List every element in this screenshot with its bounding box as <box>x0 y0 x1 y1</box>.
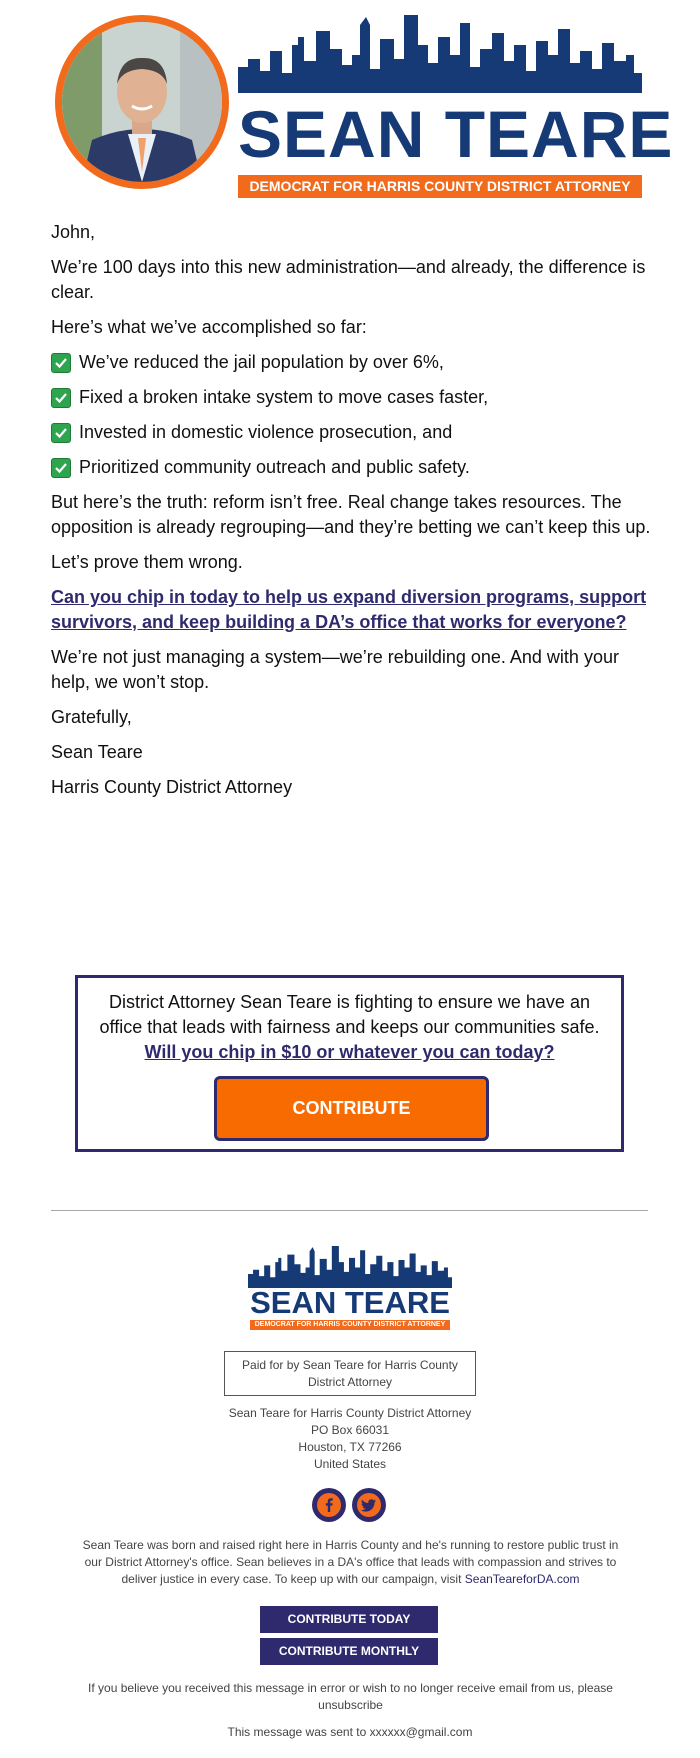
checkmark-icon <box>51 388 71 408</box>
accomplishment-item <box>51 455 651 480</box>
accomplishment-item <box>51 385 651 410</box>
contribute-button[interactable]: CONTRIBUTE <box>214 1076 489 1141</box>
contribute-box <box>75 975 624 1152</box>
truth-paragraph: But here’s the truth: reform isn’t free. Real change takes resources. The opposition is already regrouping—and they’re betting we can’t keep this up. <box>51 492 651 537</box>
accomplishment-text: Prioritized community outreach and public safety. <box>79 457 470 477</box>
sent-to-line <box>150 1724 550 1741</box>
intro-paragraph: We’re 100 days into this new administration—and already, the difference is clear. <box>51 257 646 302</box>
accomplished-intro: Here’s what we’ve accomplished so far: <box>51 317 367 337</box>
candidate-portrait <box>55 15 229 189</box>
accomplishment-text: We’ve reduced the jail population by over 6%, <box>79 352 444 372</box>
greeting: John, <box>51 222 96 242</box>
about-text: Sean Teare was born and raised right here in Harris County and he's running to restore public trust in our District Attorney's office. Sean believes in a DA's office that leads with compassion and strives to deliver justice in every case. To keep up with our campaign, visit <box>82 1538 619 1586</box>
logo-subtitle: DEMOCRAT FOR HARRIS COUNTY DISTRICT ATTORNEY <box>238 175 642 198</box>
facebook-glyph <box>317 1493 341 1517</box>
prove-paragraph: Let’s prove them wrong. <box>51 552 243 572</box>
logo-wordmark: SEAN TEARE <box>238 97 674 171</box>
checkmark-icon <box>51 458 71 478</box>
paid-for-disclaimer: Paid for by Sean Teare for Harris County District Attorney <box>224 1351 476 1396</box>
email-header <box>0 0 700 200</box>
website-link[interactable]: SeanTeareforDA.com <box>464 1572 580 1586</box>
signature-name: Sean Teare <box>51 742 143 762</box>
letter-body <box>51 220 651 810</box>
accomplishment-text: Fixed a broken intake system to move cases faster, <box>79 387 489 407</box>
accomplishment-item <box>51 420 651 445</box>
recipient-email: xxxxxx@gmail.com <box>369 1725 473 1739</box>
contribute-today-button[interactable]: CONTRIBUTE TODAY <box>260 1606 438 1633</box>
footer-divider <box>51 1210 648 1211</box>
about-campaign <box>78 1537 623 1588</box>
footer-skyline-icon <box>248 1246 452 1288</box>
twitter-glyph <box>357 1493 381 1517</box>
footer-logo-wordmark: SEAN TEARE <box>250 1285 450 1320</box>
candidate-photo-icon <box>62 22 222 182</box>
footer-logo <box>248 1246 452 1330</box>
footer-logo-subtitle: DEMOCRAT FOR HARRIS COUNTY DISTRICT ATTORNEY <box>250 1320 450 1330</box>
address-line: Sean Teare for Harris County District Attorney <box>228 1406 472 1420</box>
cta-line-1: District Attorney Sean Teare is fighting to ensure we have an <box>109 992 590 1012</box>
disclaimer-text: If you believe you received this message in error or wish to no longer receive email from us, please <box>88 1681 613 1695</box>
cta-line-2: office that leads with fairness and keeps our communities safe. <box>99 1017 600 1037</box>
address-line: Houston, TX 77266 <box>298 1440 402 1454</box>
campaign-logo <box>238 15 674 194</box>
mailing-address <box>150 1405 550 1473</box>
rebuild-paragraph: We’re not just managing a system—we’re rebuilding one. And with your help, we won’t stop. <box>51 647 619 692</box>
address-line: United States <box>313 1457 387 1471</box>
donation-ask-link[interactable]: Can you chip in today to help us expand diversion programs, support survivors, and keep building a DA’s office that works for everyone? <box>51 587 647 632</box>
checkmark-icon <box>51 353 71 373</box>
chip-in-link[interactable]: Will you chip in $10 or whatever you can today? <box>144 1042 555 1062</box>
social-links <box>312 1488 388 1522</box>
twitter-icon[interactable] <box>352 1488 386 1522</box>
signature-title: Harris County District Attorney <box>51 777 293 797</box>
closing: Gratefully, <box>51 707 132 727</box>
contribute-monthly-button[interactable]: CONTRIBUTE MONTHLY <box>260 1638 438 1665</box>
skyline-icon <box>238 15 642 93</box>
accomplishment-item <box>51 350 651 375</box>
facebook-icon[interactable] <box>312 1488 346 1522</box>
accomplishment-text: Invested in domestic violence prosecution, and <box>79 422 453 442</box>
unsubscribe-link[interactable]: unsubscribe <box>318 1698 383 1712</box>
sent-to-prefix: This message was sent to <box>227 1725 367 1739</box>
unsubscribe-disclaimer <box>78 1680 623 1714</box>
address-line: PO Box 66031 <box>310 1423 390 1437</box>
checkmark-icon <box>51 423 71 443</box>
